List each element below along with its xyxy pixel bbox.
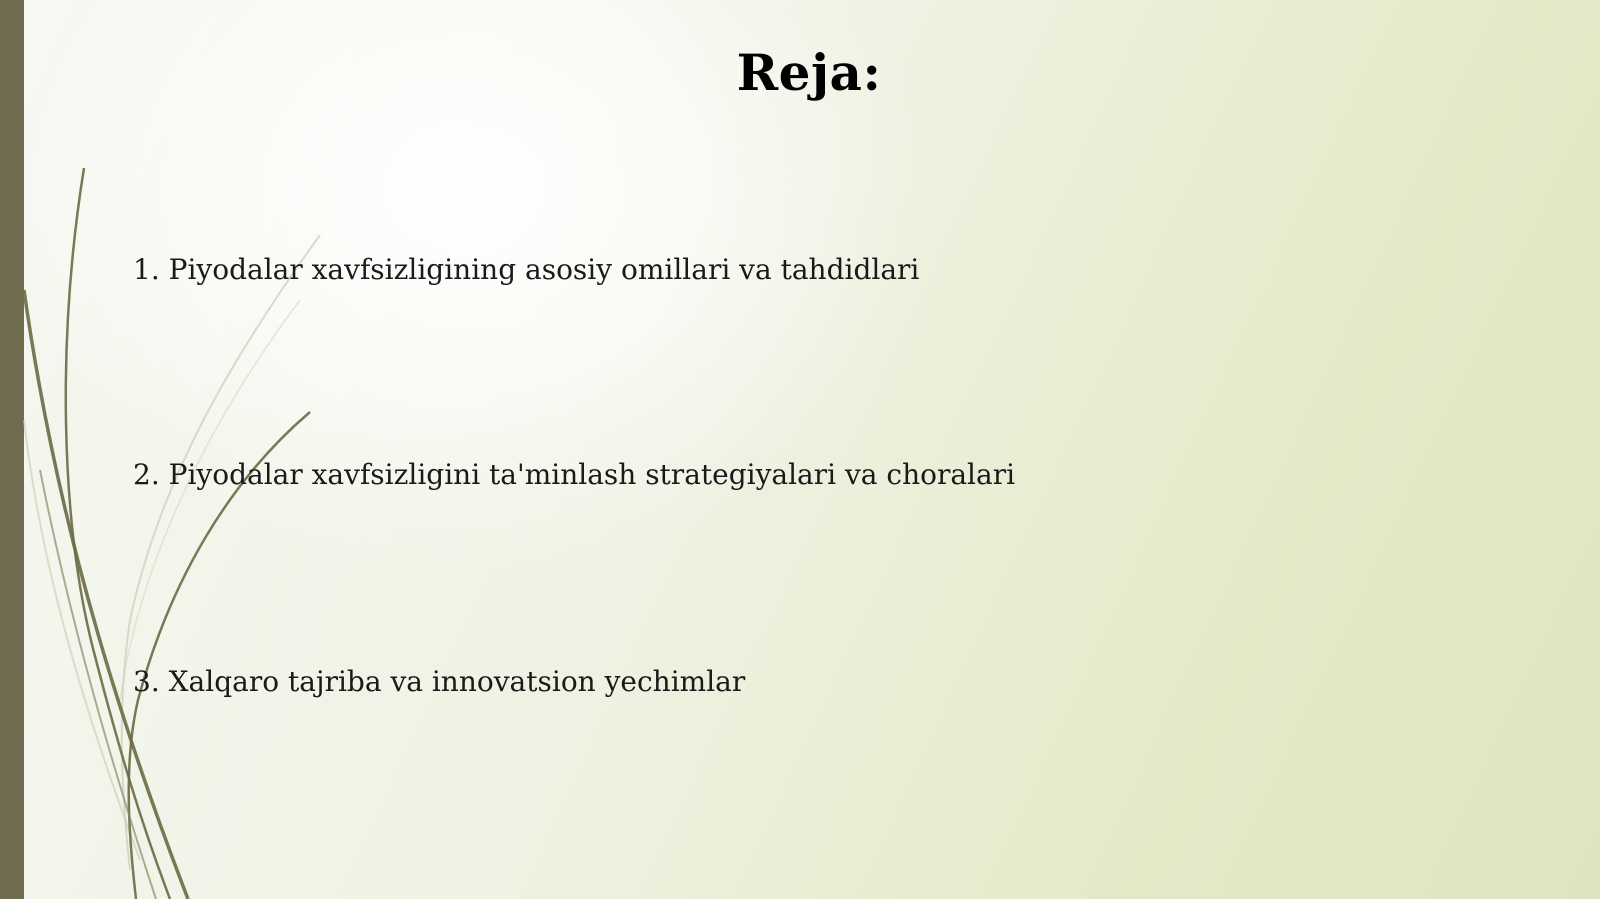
left-accent-bar [0, 0, 24, 899]
plan-item-2: 2. Piyodalar xavfsizligini ta'minlash strategiyalari va choralari [133, 458, 1016, 491]
slide-title: Reja: [736, 43, 882, 102]
plan-item-1: 1. Piyodalar xavfsizligining asosiy omillari va tahdidlari [133, 253, 920, 286]
plan-item-3: 3. Xalqaro tajriba va innovatsion yechimlar [133, 665, 746, 698]
